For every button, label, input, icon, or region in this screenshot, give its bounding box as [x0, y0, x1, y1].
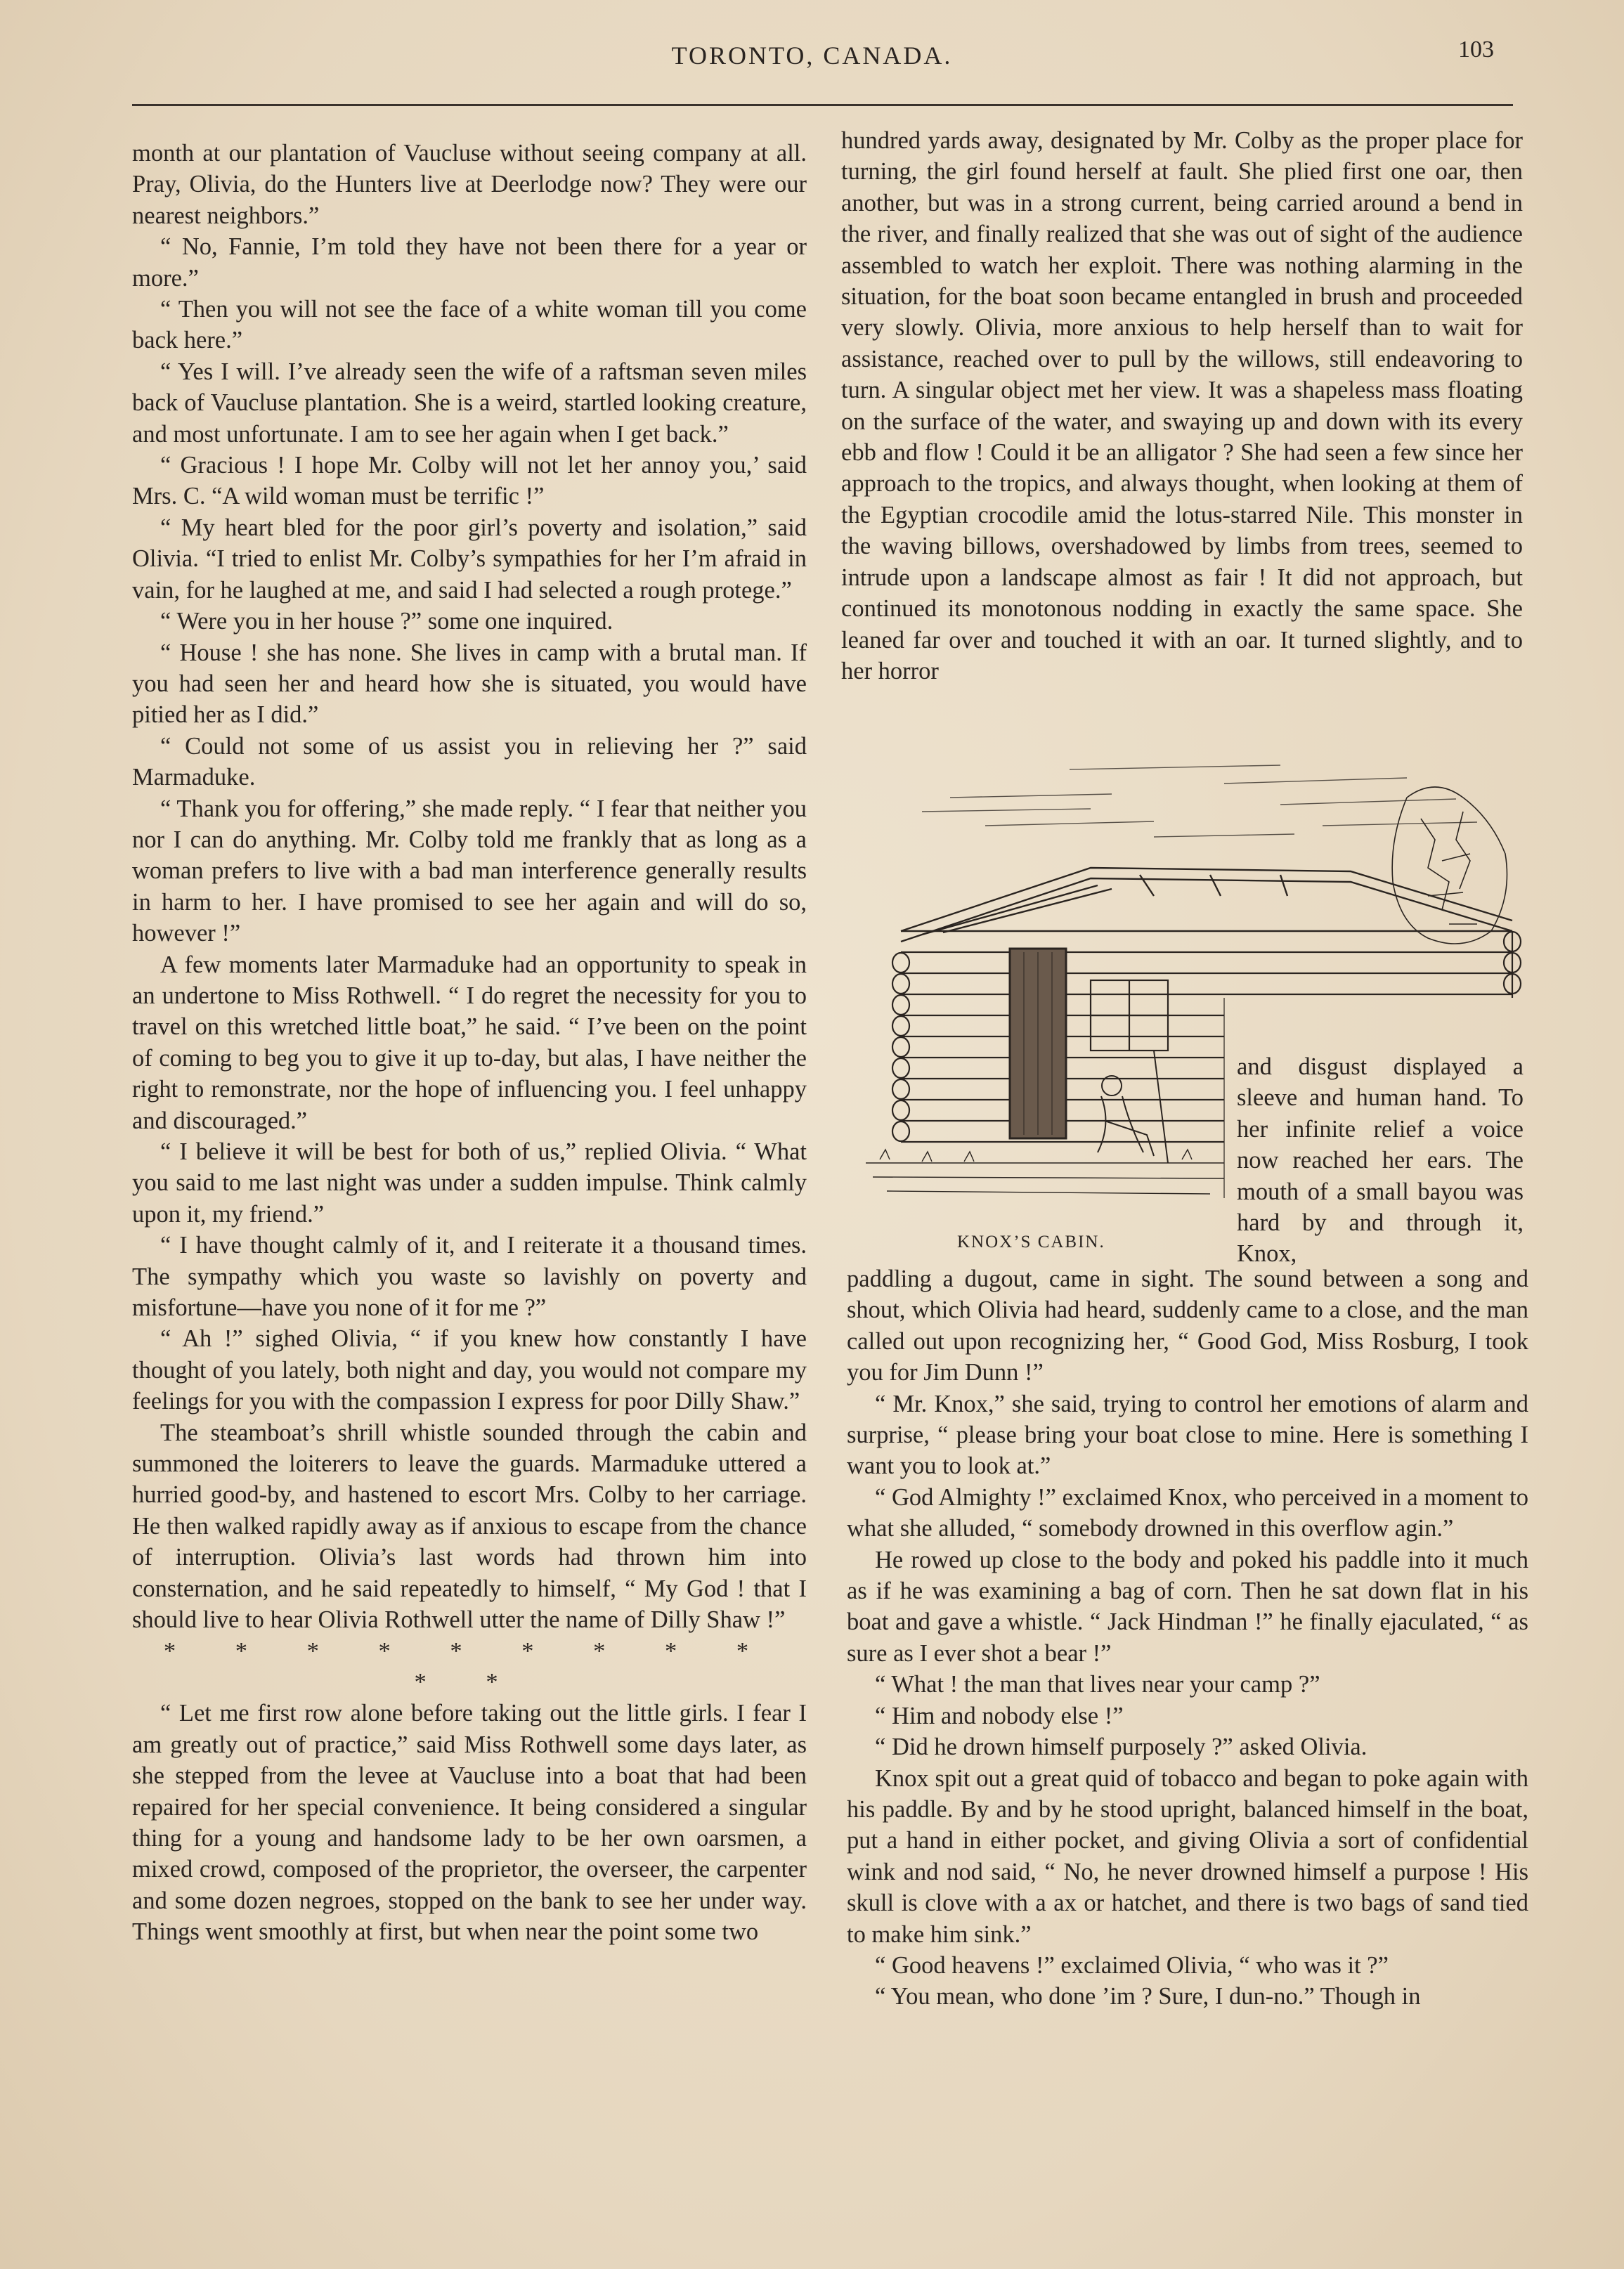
- header-rule: [132, 104, 1513, 106]
- paragraph: “ What ! the man that lives near your camp ?”: [875, 1671, 1320, 1698]
- paragraph: “ Were you in her house ?” some one inquired.: [160, 608, 613, 635]
- page-number: 103: [1458, 37, 1494, 63]
- paragraph: Knox spit out a great quid of tobacco and began to poke again with his paddle. By and by he stood upright, balanced himself in the boat, put a hand in either pocket, and giving Olivia a sort of confidential wink and nod said, “ No, he never drowned himself a purpose ! His skull is clove with a ax or hatchet, and there is two bags of sand tied to make him sink.”: [847, 1764, 1528, 1948]
- paragraph: “ Did he drown himself purposely ?” asked Olivia.: [875, 1734, 1368, 1761]
- left-column: [132, 138, 807, 1948]
- paragraph: The steamboat’s shrill whistle sounded through the cabin and summoned the loiterers to leave the guards. Marmaduke uttered a hurried good-by, and hastened to escort Mrs. Colby to her carriage. He then walked rapidly away as if anxious to escape from the chance of interruption. Olivia’s last words had thrown him into consternation, and he said repeatedly to himself, “ My God ! that I should live to hear Olivia Rothwell utter the name of Dilly Shaw !”: [132, 1419, 807, 1634]
- paragraph: “ Thank you for offering,” she made reply. “ I fear that neither you nor I can do anything. Mr. Colby told me frankly that as long as a woman prefers to live with a bad man interference generally results in harm to her. I have promised to see her again and will do so, however !”: [132, 795, 807, 947]
- ground-hatching: [866, 1150, 1224, 1194]
- paragraph: hundred yards away, designated by Mr. Colby as the proper place for turning, the girl found herself at fault. She plied first one oar, then another, but was in a strong current, being carried around a bend in the river, and finally realized that she was out of sight of the audience assembled to watch her exploit. There was nothing alarming in the situation, for the boat soon became entangled in brush and proceeded very slowly. Olivia, more anxious to help herself than to wait for assistance, reached over to pull by the willows, still endeavoring to turn. A singular object met her view. It was a shapeless mass floating on the surface of the water, and swaying up and down with its every ebb and flow ! Could it be an alligator ? She had seen a few since her approach to the tropics, and always thought, when looking at them of the Egyptian crocodile amid the lotus-starred Nile. This monster in the waving billows, overshadowed by limbs from trees, seemed to intrude upon a landscape almost as fair ! It did not approach, but continued its monotonous nodding in exactly the same space. She leaned far over and touched it with an oar. It turned slightly, and to her horror: [841, 127, 1523, 684]
- running-title: TORONTO, CANADA.: [671, 41, 953, 70]
- sky-hatching: [922, 765, 1477, 837]
- right-column-bottom: [847, 1263, 1528, 2013]
- tree-foliage: [1392, 787, 1507, 944]
- paragraph: “ I have thought calmly of it, and I reiterate it a thousand times. The sympathy which you waste so lavishly on poverty and misfortune—have you none of it for me ?”: [132, 1232, 807, 1322]
- paragraph: “ Yes I will. I’ve already seen the wife of a raftsman seven miles back of Vaucluse plantation. She is a weird, startled looking creature, and most unfortunate. I am to see her again when I get back.”: [132, 358, 807, 448]
- paragraph: “ No, Fannie, I’m told they have not been there for a year or more.”: [132, 233, 807, 292]
- paragraph: “ Good heavens !” exclaimed Olivia, “ who was it ?”: [875, 1951, 1389, 1979]
- paragraph: “ God Almighty !” exclaimed Knox, who perceived in a moment to what she alluded, “ somebody drowned in this overflow agin.”: [847, 1483, 1528, 1542]
- section-break: * * * * * * * * * * *: [163, 1637, 776, 1696]
- paragraph: “ Ah !” sighed Olivia, “ if you knew how constantly I have thought of you lately, both night and day, you would not compare my feelings for you with the compassion I express for poor Dilly Shaw.”: [132, 1325, 807, 1415]
- paragraph: “ Then you will not see the face of a white woman till you come back here.”: [132, 296, 807, 354]
- paragraph: “ You mean, who done ’im ? Sure, I dun-no.” Though in: [875, 1983, 1421, 2010]
- paragraph: month at our plantation of Vaucluse without seeing company at all. Pray, Olivia, do the Hunters live at Deerlodge now? They were our nearest neighbors.”: [132, 140, 807, 229]
- cabin-roof: [901, 868, 1512, 942]
- right-column-wrap-text: and disgust displayed a sleeve and human hand. To her infinite relief a voice now reached her ears. The mouth of a small bayou was hard by and through it, Knox,: [1237, 1053, 1524, 1268]
- paragraph: He rowed up close to the body and poked his paddle into it much as if he was examining a bag of corn. Then he sat down flat in his boat and gave a whistle. “ Jack Hindman !” he finally ejaculated, “ as sure as I ever shot a bear !”: [847, 1546, 1528, 1667]
- paragraph: “ Could not some of us assist you in relieving her ?” said Marmaduke.: [132, 732, 807, 791]
- figure-caption: KNOX’S CABIN.: [957, 1233, 1105, 1251]
- cabin-window: [1091, 980, 1168, 1051]
- paragraph: A few moments later Marmaduke had an opportunity to speak in an undertone to Miss Rothwell. “ I do regret the necessity for you to travel on this wretched little boat,” he said. “ I’ve been on the point of coming to beg you to give it up to-day, but alas, I have neither the right to remonstrate, nor the hope of influencing you. I feel unhappy and discouraged.”: [132, 951, 807, 1134]
- paragraph: “ Let me first row alone before taking out the little girls. I fear I am greatly out of practice,” said Miss Rothwell some days later, as she stepped from the levee at Vaucluse into a boat that had been repaired for her special convenience. It being considered a singular thing for a young and handsome lady to be her own oarsmen, a mixed crowd, composed of the proprietor, the overseer, the carpenter and some dozen negroes, stopped on the bank to see her under way. Things went smoothly at first, but when near the point some two: [132, 1700, 807, 1946]
- paragraph: “ Mr. Knox,” she said, trying to control her emotions of alarm and surprise, “ please bring your boat close to mine. Here is something I want you to look at.”: [847, 1390, 1528, 1480]
- paragraph: paddling a dugout, came in sight. The sound between a song and shout, which Olivia had heard, suddenly came to a close, and the man called out upon recognizing her, “ Good God, Miss Rosburg, I took you for Jim Dunn !”: [847, 1266, 1528, 1386]
- right-column-top: [841, 125, 1523, 687]
- paragraph: “ I believe it will be best for both of us,” replied Olivia. “ What you said to me last night was under a sudden impulse. Think calmly upon it, my friend.”: [132, 1138, 807, 1228]
- paragraph: “ My heart bled for the poor girl’s poverty and isolation,” said Olivia. “I tried to enlist Mr. Colby’s sympathies for her I’m afraid in vain, for he laughed at me, and said I had selected a rough protege.”: [132, 514, 807, 604]
- paragraph: “ House ! she has none. She lives in camp with a brutal man. If you had seen her and heard how she is situated, you would have pitied her as I did.”: [132, 639, 807, 729]
- paragraph: “ Gracious ! I hope Mr. Colby will not let her annoy you,’ said Mrs. C. “A wild woman must be terrific !”: [132, 452, 807, 510]
- cabin-door: [1010, 949, 1066, 1138]
- paragraph: “ Him and nobody else !”: [875, 1702, 1124, 1729]
- seated-man: [1098, 1051, 1168, 1163]
